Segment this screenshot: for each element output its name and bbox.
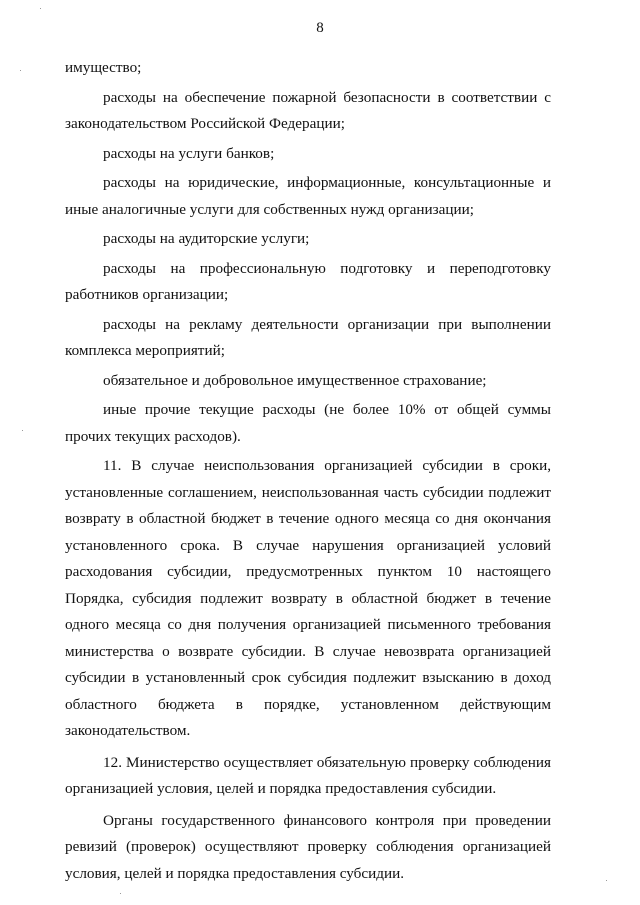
paragraph-legal-services: расходы на юридические, информационные, консультационные и иные аналогичные услуги для собственных нужд организации; (65, 174, 551, 218)
paragraph-training: расходы на профессиональную подготовку и переподготовку работников организации; (65, 259, 551, 303)
paragraph-advertising: расходы на рекламу деятельности организации при выполнении комплекса мероприятий; (65, 315, 551, 359)
scan-speck (22, 430, 23, 431)
page-number: 8 (316, 20, 324, 36)
paragraph-property: имущество; (65, 59, 142, 76)
paragraph-other-expenses: иные прочие текущие расходы (не более 10% от общей суммы прочих текущих расходов). (65, 401, 551, 445)
paragraph-fire-safety: расходы на обеспечение пожарной безопасности в соответствии с законодательством Российской Федерации; (65, 88, 551, 132)
paragraph-bank-services: расходы на услуги банков; (103, 144, 275, 162)
paragraph-insurance: обязательное и добровольное имущественное страхование; (103, 371, 487, 389)
document-body (65, 55, 551, 887)
paragraph-audit-services: расходы на аудиторские услуги; (103, 230, 310, 247)
paragraph-item-12: 12. Министерство осуществляет обязательную проверку соблюдения организацией условия, целей и порядка предоставления субсидии. (65, 753, 551, 797)
paragraph-item-11: 11. В случае неиспользования организацией субсидии в сроки, установленные соглашением, неиспользованная часть субсидии подлежит возврату в областной бюджет в течение одного месяца со дня окончания установленного срока. В случае нарушения организацией условий расходования субсидии, предусмотренных пунктом 10 настоящего Порядка, субсидия подлежит возврату в областной бюджет в течение одного месяца со дня получения организацией письменного требования министерства о возврате субсидии. В случае невозврата организацией субсидии в установленный срок субсидия подлежит взысканию в доход областного бюджета в порядке, установленном действующим законодательством. (65, 457, 551, 739)
scan-speck (606, 880, 607, 881)
scan-speck (120, 893, 121, 894)
paragraph-control-bodies: Органы государственного финансового контроля при проведении ревизий (проверок) осуществляют проверку соблюдения организацией условия, целей и порядка предоставления субсидии. (65, 811, 551, 882)
scan-speck (40, 8, 41, 9)
scan-speck (20, 70, 21, 71)
